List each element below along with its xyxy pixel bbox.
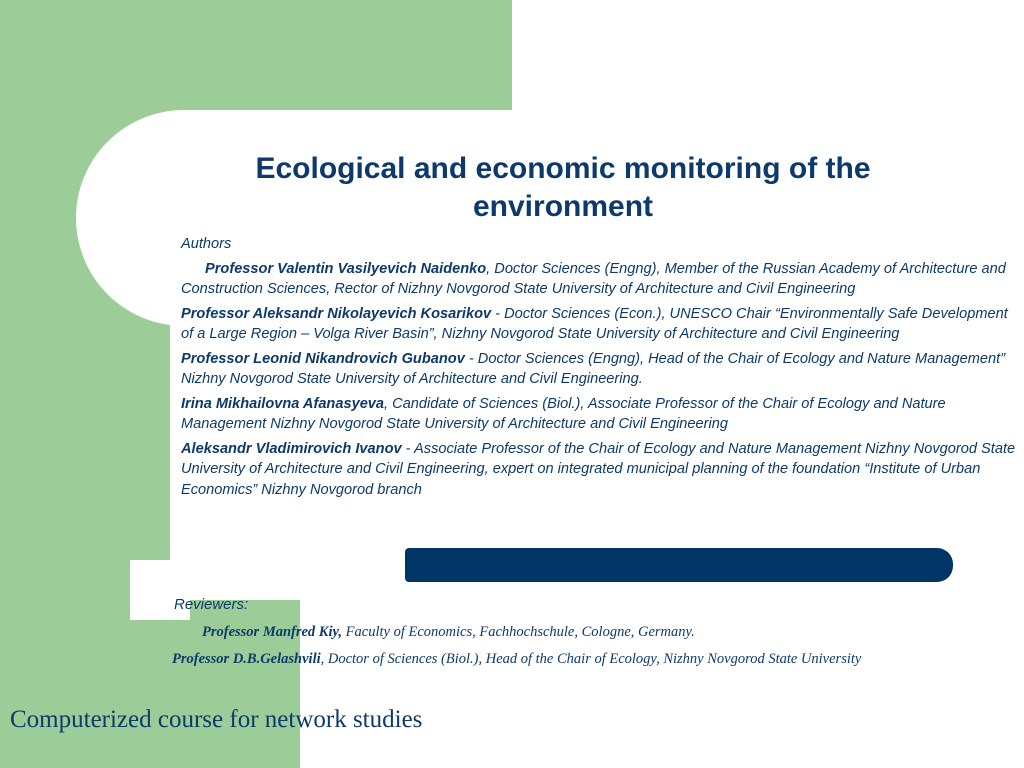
author-name: Professor Valentin Vasilyevich Naidenko (205, 260, 487, 277)
reviewer-details: , Doctor of Sciences (Biol.), Head of the Chair of Ecology, Nizhny Novgorod State University (320, 651, 862, 667)
reviewer-details: Faculty of Economics, Fachhochschule, Cologne, Germany. (342, 624, 695, 640)
author-name: Aleksandr Vladimirovich Ivanov (181, 440, 402, 457)
footer-caption: Computerized course for network studies (10, 706, 423, 733)
author-details: , Candidate of Sciences (Biol.), Associate Professor of the Chair of Ecology and Nature Management Nizhny Novgorod State University of Architecture and Civil Engineering (181, 395, 946, 432)
slide-title: Ecological and economic monitoring of the environment (255, 152, 871, 223)
author-entry (181, 439, 1019, 501)
reviewer-name: Professor D.B.Gelashvili (172, 651, 321, 667)
reviewer-name: Professor Manfred Kiy, (202, 624, 343, 640)
author-details: - Doctor Sciences (Engng), Head of the Chair of Ecology and Nature Management” Nizhny Novgorod State University of Architecture and Civil Engineering. (181, 350, 1006, 387)
author-name: Professor Leonid Nikandrovich Gubanov (181, 350, 465, 367)
authors-section (181, 234, 1019, 504)
author-entry (181, 349, 1019, 390)
author-entry (181, 394, 1019, 435)
author-entry (181, 259, 1019, 300)
author-entry (181, 304, 1019, 345)
author-details: - Associate Professor of the Chair of Ecology and Nature Management Nizhny Novgorod State University of Architecture and Civil Engineering, expert on integrated municipal planning of the foundation “Institute of Urban Economics” Nizhny Novgorod branch (181, 440, 1016, 498)
author-name: Irina Mikhailovna Afanasyeva (181, 395, 385, 412)
accent-bar (405, 548, 953, 582)
reviewer-entry (202, 624, 695, 641)
reviewers-heading: Reviewers: (174, 596, 249, 613)
author-details: - Doctor Sciences (Econ.), UNESCO Chair “Environmentally Safe Development of a Large Region – Volga River Basin”, Nizhny Novgorod State University of Architecture and Civil Engineering (181, 305, 1008, 342)
author-name: Professor Aleksandr Nikolayevich Kosarikov (181, 305, 492, 322)
authors-heading: Authors (181, 236, 232, 252)
reviewer-entry (172, 651, 861, 668)
author-details: , Doctor Sciences (Engng), Member of the Russian Academy of Architecture and Construction Sciences, Rector of Nizhny Novgorod State University of Architecture and Civil Engineering (181, 260, 1006, 297)
